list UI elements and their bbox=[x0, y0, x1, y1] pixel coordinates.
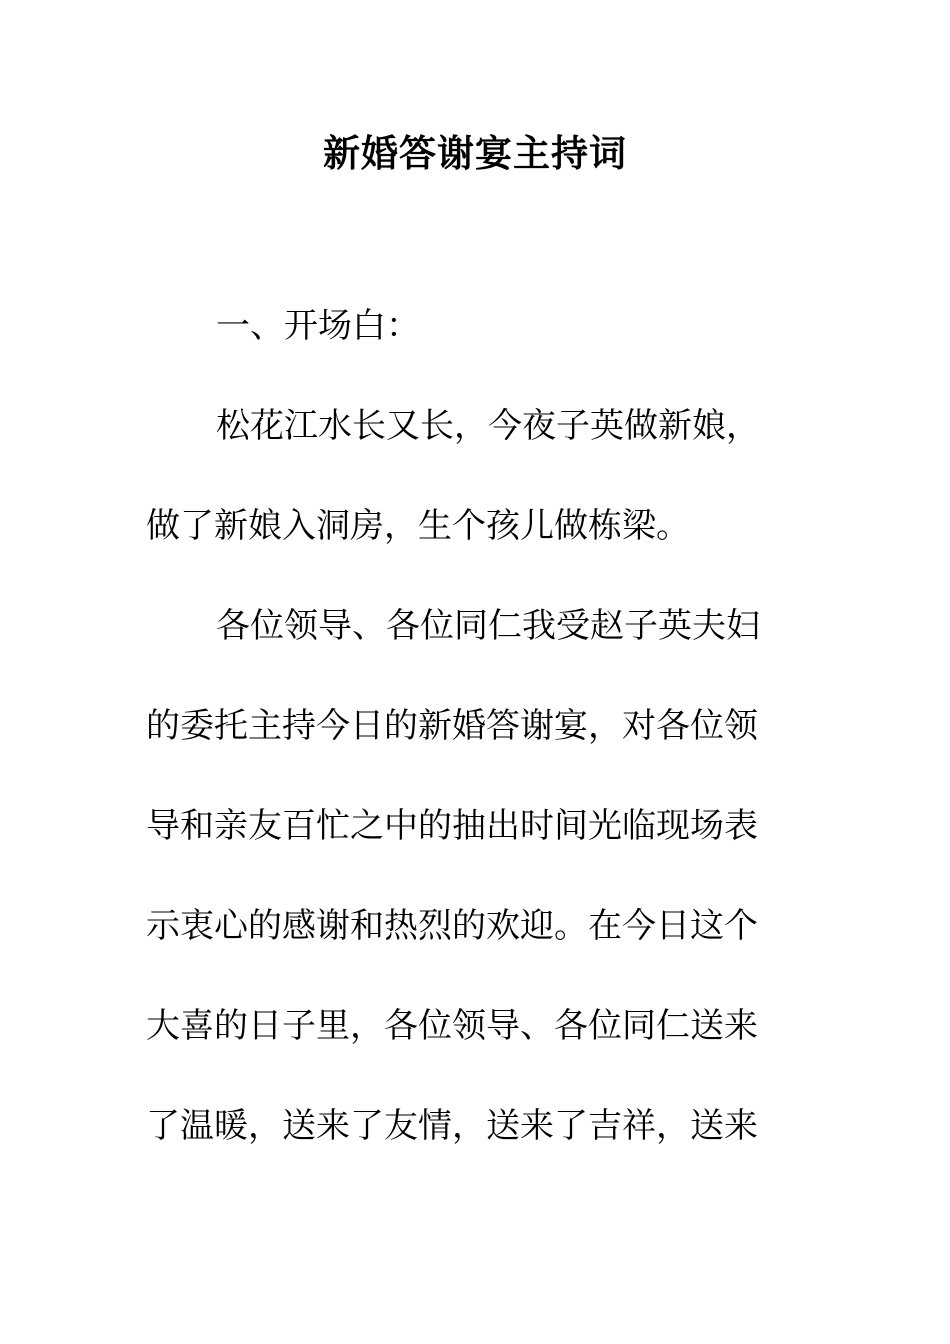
document-title: 新婚答谢宴主持词 bbox=[323, 131, 627, 175]
paragraph-line: 导和亲友百忙之中的抽出时间光临现场表 bbox=[146, 806, 758, 846]
paragraph-line: 示衷心的感谢和热烈的欢迎。在今日这个 bbox=[146, 906, 758, 946]
paragraph-line: 大喜的日子里，各位领导、各位同仁送来 bbox=[146, 1006, 758, 1046]
paragraph-line: 了温暖，送来了友情，送来了吉祥，送来 bbox=[146, 1106, 758, 1146]
paragraph-line: 做了新娘入洞房，生个孩儿做栋梁。 bbox=[146, 506, 690, 546]
paragraph-line: 的委托主持今日的新婚答谢宴，对各位领 bbox=[146, 706, 758, 746]
section-heading: 一、开场白： bbox=[216, 306, 420, 346]
document-body bbox=[146, 302, 786, 1202]
paragraph-line: 松花江水长又长，今夜子英做新娘， bbox=[216, 406, 760, 446]
paragraph-line: 各位领导、各位同仁我受赵子英夫妇 bbox=[216, 606, 760, 646]
